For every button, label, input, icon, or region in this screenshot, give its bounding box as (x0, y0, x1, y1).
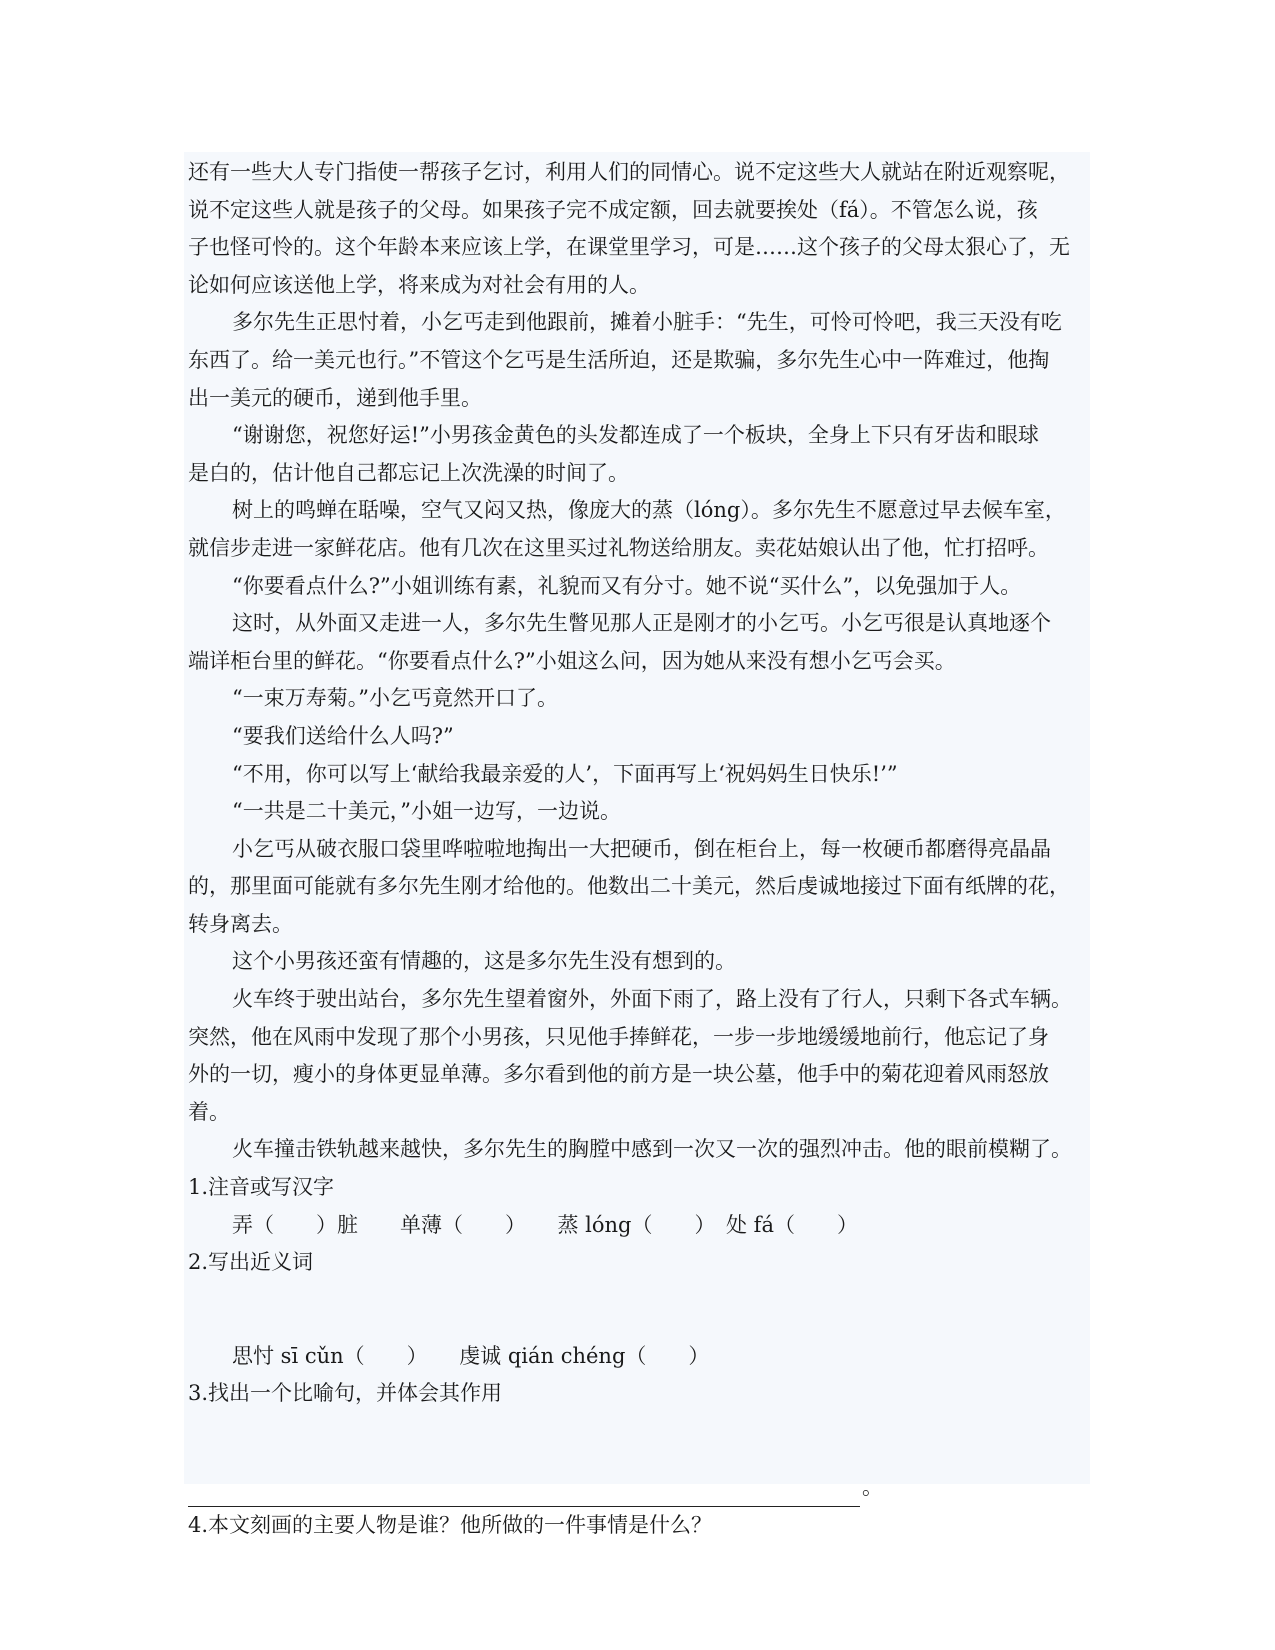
story-line: 多尔先生正思忖着，小乞丐走到他跟前，摊着小脏手：“先生，可怜可怜吧，我三天没有吃 (232, 310, 1062, 335)
story-line: “谢谢您，祝您好运!”小男孩金黄色的头发都连成了一个板块，全身上下只有牙齿和眼球 (232, 423, 1039, 448)
question-3-title: 3.找出一个比喻句，并体会其作用 (188, 1381, 503, 1406)
story-line: “要我们送给什么人吗?” (232, 723, 454, 748)
story-line: 火车撞击铁轨越来越快，多尔先生的胸膛中感到一次又一次的强烈冲击。他的眼前模糊了。 (232, 1137, 1072, 1162)
question-2-items: 思忖 sī cǔn（ ） 虔诚 qián chéng（ ） (232, 1343, 710, 1368)
story-line: 火车终于驶出站台，多尔先生望着窗外，外面下雨了，路上没有了行人，只剩下各式车辆。 (232, 987, 1072, 1012)
story-line: 外的一切，瘦小的身体更显单薄。多尔看到他的前方是一块公墓，他手中的菊花迎着风雨怒放 (188, 1062, 1049, 1087)
story-line: “一共是二十美元，”小姐一边写，一边说。 (232, 799, 621, 824)
question-1-title: 1.注音或写汉字 (188, 1175, 335, 1200)
question-1-items: 弄（ ）脏 单薄（ ） 蒸 lóng（ ） 处 fá（ ） (232, 1212, 858, 1237)
story-line: 是白的，估计他自己都忘记上次洗澡的时间了。 (188, 460, 629, 485)
story-line: 转身离去。 (188, 911, 293, 936)
story-line: 着。 (188, 1099, 230, 1124)
story-line: 这个小男孩还蛮有情趣的，这是多尔先生没有想到的。 (232, 949, 736, 974)
story-line: 端详柜台里的鲜花。“你要看点什么?”小姐这么问，因为她从来没有想小乞丐会买。 (188, 648, 956, 673)
answer-blank-line[interactable] (188, 1484, 860, 1507)
question-2-title: 2.写出近义词 (188, 1250, 314, 1275)
story-line: 就信步走进一家鲜花店。他有几次在这里买过礼物送给朋友。卖花姑娘认出了他，忙打招呼。 (188, 535, 1049, 560)
story-line: 还有一些大人专门指使一帮孩子乞讨，利用人们的同情心。说不定这些大人就站在附近观察呢， (188, 160, 1070, 184)
story-line: 出一美元的硬币，递到他手里。 (188, 385, 482, 410)
story-line: 突然，他在风雨中发现了那个小男孩，只见他手捧鲜花，一步一步地缓缓地前行，他忘记了身 (188, 1024, 1049, 1049)
story-line: 的，那里面可能就有多尔先生刚才给他的。他数出二十美元，然后虔诚地接过下面有纸牌的花， (188, 874, 1070, 899)
question-4-title: 4.本文刻画的主要人物是谁？他所做的一件事情是什么？ (188, 1512, 713, 1537)
story-line: 东西了。给一美元也行。”不管这个乞丐是生活所迫，还是欺骗，多尔先生心中一阵难过，他掏 (188, 347, 1050, 372)
story-line: 论如何应该送他上学，将来成为对社会有用的人。 (188, 272, 650, 297)
reading-passage (188, 154, 1108, 1544)
story-line: 树上的鸣蝉在聒噪，空气又闷又热，像庞大的蒸（lóng）。多尔先生不愿意过早去候车室， (232, 498, 1066, 523)
question-2-spacer (188, 1282, 1108, 1338)
story-line: “不用，你可以写上‘献给我最亲爱的人’，下面再写上‘祝妈妈生日快乐!’” (232, 761, 898, 786)
story-line: “一束万寿菊。”小乞丐竟然开口了。 (232, 686, 558, 711)
story-line: “你要看点什么?”小姐训练有素，礼貌而又有分寸。她不说“买什么”，以免强加于人。 (232, 573, 1022, 598)
story-line: 子也怪可怜的。这个年龄本来应该上学，在课堂里学习，可是……这个孩子的父母太狠心了，无 (188, 235, 1070, 260)
story-line: 这时，从外面又走进一人，多尔先生瞥见那人正是刚才的小乞丐。小乞丐很是认真地逐个 (232, 611, 1051, 636)
question-3-answer-row (188, 1469, 1108, 1507)
question-3-spacer (188, 1413, 1108, 1469)
answer-period: 。 (862, 1475, 883, 1499)
story-line: 小乞丐从破衣服口袋里哗啦啦地掏出一大把硬币，倒在柜台上，每一枚硬币都磨得亮晶晶 (232, 836, 1051, 861)
story-line: 说不定这些人就是孩子的父母。如果孩子完不成定额，回去就要挨处（fá）。不管怎么说，孩 (188, 197, 1038, 222)
